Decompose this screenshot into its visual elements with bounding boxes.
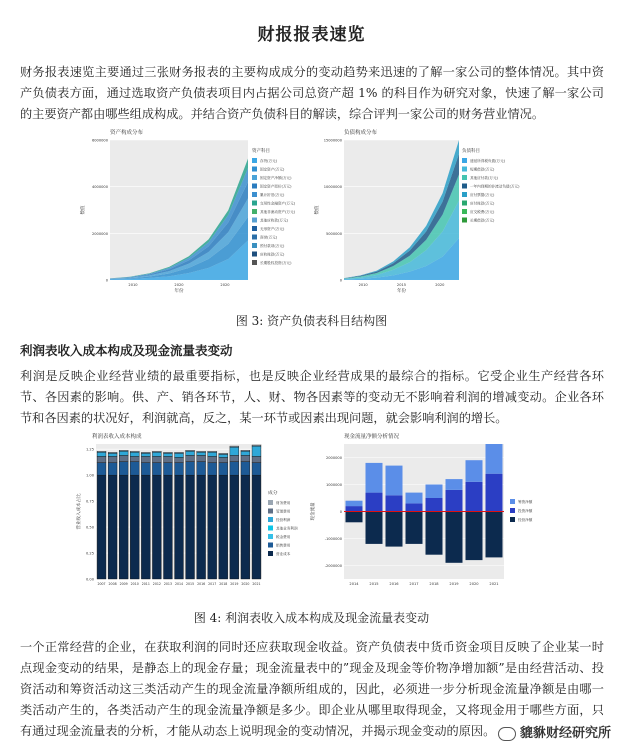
bar-segment — [346, 512, 363, 523]
bar-segment — [219, 475, 228, 579]
bar-segment — [197, 462, 206, 476]
bar-segment — [219, 458, 228, 463]
bar-segment — [197, 475, 206, 579]
bar-segment — [486, 444, 503, 474]
bar-segment — [164, 456, 173, 462]
section-heading: 利润表收入成本构成及现金流量表变动 — [20, 343, 233, 358]
bar-segment — [175, 458, 184, 463]
bar-segment — [119, 450, 128, 451]
legend-label: 短期借款(万元) — [470, 167, 495, 172]
bar-segment — [230, 475, 239, 579]
bar-segment — [97, 475, 106, 579]
x-tick-label: 2013 — [163, 582, 172, 586]
bar-segment — [175, 452, 184, 453]
y-tick-label: 0.25 — [85, 551, 94, 556]
legend-swatch — [462, 209, 467, 214]
legend-label: 存货(万元) — [260, 159, 278, 164]
legend-swatch — [252, 167, 257, 172]
bar-segment — [152, 475, 161, 579]
x-tick-label: 2015 — [186, 582, 195, 586]
bar-segment — [130, 456, 139, 461]
bar-segment — [186, 462, 195, 476]
legend-label: 无形资产(万元) — [260, 227, 285, 232]
y-tick-label: 0.50 — [85, 525, 94, 530]
bar-segment — [130, 475, 139, 579]
legend-label: 预付款项(万元) — [260, 244, 285, 249]
bar-segment — [208, 475, 217, 579]
legend-label: 经营净额 — [518, 518, 533, 523]
y-tick-label: 2000000 — [325, 456, 342, 460]
bar-segment — [466, 460, 483, 482]
legend-label: 经营利润 — [276, 518, 291, 523]
bar-segment — [108, 453, 117, 456]
x-axis-label: 年份 — [397, 289, 406, 294]
legend-label: 其他业务利润 — [276, 526, 298, 531]
legend-swatch — [462, 201, 467, 206]
fig3-charts — [0, 128, 623, 308]
legend-swatch — [252, 260, 257, 265]
bar-segment — [164, 452, 173, 453]
bar-segment — [446, 479, 463, 490]
legend-label: 其他非流动资产(万元) — [260, 210, 296, 215]
legend-label: 累计折旧(万元) — [260, 193, 285, 198]
bar-segment — [186, 475, 195, 579]
x-tick-label: 2011 — [141, 582, 150, 586]
y-tick-label: 10000000 — [323, 185, 342, 190]
bar-segment — [175, 463, 184, 475]
x-tick-label: 2020 — [241, 582, 250, 586]
bar-segment — [108, 456, 117, 462]
x-tick-label: 2017 — [208, 582, 217, 586]
y-tick-label: 0 — [105, 278, 108, 283]
bar-segment — [208, 456, 217, 462]
bar-segment — [130, 452, 139, 456]
bar-segment — [252, 445, 261, 446]
wechat-icon — [498, 727, 516, 741]
bar-segment — [108, 452, 117, 453]
legend-title: 资产科目 — [252, 149, 270, 154]
x-tick-label: 2019 — [449, 582, 459, 586]
bar-segment — [164, 453, 173, 456]
legend-swatch — [268, 509, 273, 514]
chart-title: 利润表收入成本构成 — [92, 434, 142, 440]
x-tick-label: 2015 — [369, 582, 379, 586]
legend-label: 长期借款(万元) — [470, 218, 495, 223]
bar-segment — [252, 446, 261, 456]
bar-segment — [208, 451, 217, 452]
bar-segment — [130, 462, 139, 476]
bar-segment — [426, 512, 443, 555]
legend-swatch — [252, 158, 257, 163]
bar-segment — [406, 493, 423, 504]
x-tick-label: 2014 — [349, 582, 359, 586]
legend-label: 其他应收款(万元) — [260, 218, 288, 223]
y-tick-label: 5000000 — [325, 231, 342, 236]
y-tick-label: 4000000 — [91, 185, 108, 190]
bar-segment — [230, 462, 239, 476]
x-tick-label: 2010 — [130, 582, 139, 586]
x-tick-label: 2020 — [174, 283, 184, 287]
bar-segment — [197, 451, 206, 452]
legend-swatch — [252, 243, 257, 248]
bar-segment — [141, 456, 150, 462]
cashflow-paragraph: 一个正常经营的企业，在获取利润的同时还应获取现金收益。资产负债表中货币资金项目反映了企业某一时点现金变动的结果，是静态上的现金存量；现金流量表中的”现金及现金等价物净增加额”是由经营活动、投资活动和筹资活动这三类活动产生的现金流量净额所组成的，因此，必须进一步分析现金流量净额是由哪一类活动产生的，各类活动产生的现金流量净额是多少。即企业从哪里取得现金，又将现金用于哪些方面，只有通过现金流量表的分析，才能从动态上说明现金的变动情况，并揭示现金变动的原因。 — [20, 640, 604, 738]
legend-label: 一年内到期的非流动负债(万元) — [470, 184, 520, 189]
bar-segment — [366, 493, 383, 512]
y-axis-label: 现金流量 — [311, 502, 316, 521]
legend-label: 商誉(万元) — [260, 235, 278, 240]
legend-swatch — [268, 543, 273, 548]
y-tick-label: 0 — [339, 510, 342, 514]
bar-segment — [366, 512, 383, 544]
y-axis-label: 数值 — [81, 205, 86, 215]
bar-segment — [252, 463, 261, 475]
legend-label: 财务费用 — [276, 501, 291, 506]
legend-swatch — [252, 226, 257, 231]
y-axis-label: 营业收入成本占比 — [77, 493, 82, 530]
chart-title: 现金流量净额分析情况 — [344, 434, 400, 440]
bar-segment — [426, 485, 443, 499]
profit-paragraph: 利润是反映企业经营业绩的最重要指标，也是反映企业经营成果的最综合的指标。它受企业生产经营各环节、各因素的影响。供、产、销各环节，人、财、物各因素等的变动无不影响着利润的增减变动。企业各环节和各因素的状况好，利润就高，反之，某一环节或因素出现问题，就会影响利润的增长。 — [20, 369, 604, 425]
bar-segment — [141, 452, 150, 453]
legend-swatch — [252, 184, 257, 189]
bar-segment — [466, 512, 483, 561]
bar-segment — [230, 447, 239, 455]
legend-swatch — [462, 192, 467, 197]
bar-segment — [197, 452, 206, 455]
legend-label: 销售费用 — [276, 543, 291, 548]
bar-segment — [230, 446, 239, 447]
legend-swatch — [252, 209, 257, 214]
bar-segment — [152, 456, 161, 462]
legend-label: 营业成本 — [276, 552, 291, 557]
bar-segment — [219, 454, 228, 457]
x-tick-label: 2012 — [152, 582, 161, 586]
legend-swatch — [252, 192, 257, 197]
legend-swatch — [252, 235, 257, 240]
legend-swatch — [462, 175, 467, 180]
fig4-caption: 图 4: 利润表收入成本构成及现金流量表变动 — [193, 611, 430, 625]
chart-title: 资产构成分布 — [110, 130, 144, 136]
fig4-charts — [0, 430, 623, 590]
y-tick-label: 1.25 — [85, 447, 94, 452]
y-tick-label: -2000000 — [324, 564, 342, 568]
bar-segment — [152, 463, 161, 475]
watermark-text: 貔貅财经研究所 — [519, 726, 611, 741]
fig3-caption: 图 3: 资产负债表科目结构图 — [235, 314, 388, 328]
bar-segment — [130, 451, 139, 452]
y-tick-label: 0.75 — [85, 499, 94, 504]
legend-label: 应付票据(万元) — [470, 193, 495, 198]
y-axis-label: 数值 — [315, 205, 320, 215]
legend-label: 投资净额 — [518, 509, 533, 514]
bar-segment — [164, 463, 173, 475]
bar-segment — [386, 466, 403, 496]
x-tick-label: 2020 — [435, 283, 445, 287]
bar-segment — [186, 451, 195, 455]
x-tick-label: 2016 — [389, 582, 399, 586]
bar-segment — [108, 463, 117, 475]
legend-swatch — [462, 167, 467, 172]
legend-label: 长期股权投资(万元) — [260, 261, 292, 266]
x-tick-label: 2008 — [108, 582, 117, 586]
x-tick-label: 2019 — [230, 582, 239, 586]
bar-segment — [386, 495, 403, 511]
bar-segment — [97, 456, 106, 462]
bar-segment — [241, 450, 250, 451]
bar-segment — [97, 463, 106, 475]
legend-swatch — [510, 499, 515, 504]
x-tick-label: 2018 — [429, 582, 439, 586]
bar-segment — [108, 475, 117, 579]
x-tick-label: 2010 — [358, 283, 368, 287]
bar-segment — [346, 501, 363, 506]
bar-segment — [175, 453, 184, 457]
bar-segment — [141, 475, 150, 579]
bar-segment — [197, 455, 206, 461]
x-tick-label: 2014 — [174, 582, 184, 586]
watermark — [498, 722, 611, 741]
legend-label: 税金费用 — [276, 535, 291, 540]
bar-segment — [241, 462, 250, 476]
legend-swatch — [268, 551, 273, 556]
legend-title: 成分 — [268, 491, 278, 496]
legend-label: 交易性金融资产(万元) — [260, 201, 296, 206]
legend-label: 其他应付款(万元) — [470, 176, 498, 181]
legend-label: 应收账款(万元) — [260, 252, 285, 257]
intro-paragraph: 财务报表速览主要通过三张财务报表的主要构成成分的变动趋势来迅速的了解一家公司的整体情况。其中资产负债表方面，通过选取资产负债表项目内占据公司总资产超 1% 的科目作为研究对象，快速了解一家公司的主要资产都由哪些组成构成。并结合资产负债科目的解读，综合评判一家公司的财务营业情况。 — [20, 65, 604, 121]
legend-label: 应付账款(万元) — [470, 201, 495, 206]
chart-title: 负债构成分布 — [344, 130, 378, 136]
x-tick-label: 2020 — [220, 283, 230, 287]
legend-label: 固定资产净额(万元) — [260, 176, 292, 181]
x-tick-label: 2017 — [409, 582, 419, 586]
legend-swatch — [462, 184, 467, 189]
x-tick-label: 2020 — [469, 582, 479, 586]
bar-segment — [119, 455, 128, 461]
bar-segment — [426, 498, 443, 512]
legend-label: 固定资产原价(万元) — [260, 184, 292, 189]
bar-segment — [186, 450, 195, 451]
legend-swatch — [268, 500, 273, 505]
y-tick-label: 1.00 — [85, 473, 94, 478]
x-tick-label: 2010 — [128, 283, 138, 287]
y-tick-label: 0.00 — [85, 577, 94, 582]
bar-segment — [186, 455, 195, 461]
legend-swatch — [268, 517, 273, 522]
bar-segment — [219, 463, 228, 475]
bar-segment — [119, 475, 128, 579]
bar-segment — [241, 475, 250, 579]
page-title: 财报报表速览 — [257, 25, 366, 45]
bar-segment — [119, 451, 128, 455]
bar-segment — [241, 451, 250, 455]
bar-segment — [241, 455, 250, 461]
legend-swatch — [252, 218, 257, 223]
legend-swatch — [462, 158, 467, 163]
bar-segment — [366, 463, 383, 493]
x-axis-label: 年份 — [174, 289, 184, 294]
bar-segment — [141, 463, 150, 475]
x-tick-label: 2007 — [97, 582, 106, 586]
legend-label: 管理费用 — [276, 509, 291, 514]
legend-swatch — [252, 175, 257, 180]
x-tick-label: 2018 — [219, 582, 228, 586]
legend-swatch — [268, 534, 273, 539]
bar-segment — [175, 475, 184, 579]
bar-segment — [406, 512, 423, 544]
bar-segment — [230, 455, 239, 461]
x-tick-label: 2016 — [197, 582, 206, 586]
bar-segment — [406, 503, 423, 511]
bar-segment — [208, 463, 217, 475]
legend-swatch — [252, 201, 257, 206]
legend-swatch — [462, 218, 467, 223]
legend-swatch — [510, 517, 515, 522]
bar-segment — [252, 475, 261, 579]
y-tick-label: 15000000 — [323, 138, 342, 143]
legend-label: 固定资产(万元) — [260, 167, 285, 172]
bar-segment — [152, 451, 161, 452]
bar-segment — [252, 456, 261, 462]
bar-segment — [141, 453, 150, 456]
x-tick-label: 2009 — [119, 582, 128, 586]
bar-segment — [446, 490, 463, 512]
x-tick-label: 2021 — [489, 582, 499, 586]
bar-segment — [119, 462, 128, 476]
bar-segment — [164, 475, 173, 579]
legend-swatch — [510, 508, 515, 513]
bar-segment — [386, 512, 403, 547]
y-tick-label: 2000000 — [91, 231, 108, 236]
bar-segment — [486, 474, 503, 512]
x-tick-label: 2021 — [252, 582, 261, 586]
legend-title: 负债科目 — [462, 149, 480, 154]
legend-label: 筹资净额 — [518, 500, 533, 505]
bar-segment — [219, 453, 228, 454]
y-tick-label: 0 — [339, 278, 342, 283]
bar-segment — [97, 452, 106, 456]
legend-label: 递延所得税负债(万元) — [470, 159, 506, 164]
bar-segment — [97, 451, 106, 452]
legend-swatch — [268, 526, 273, 531]
bar-segment — [486, 512, 503, 558]
y-tick-label: 1000000 — [325, 483, 342, 487]
legend-swatch — [252, 252, 257, 257]
legend-label: 应交税费(万元) — [470, 210, 495, 215]
x-tick-label: 2015 — [396, 283, 407, 287]
bar-segment — [346, 506, 363, 511]
y-tick-label: 6000000 — [91, 138, 108, 143]
bar-segment — [466, 482, 483, 512]
bar-segment — [152, 452, 161, 456]
bar-segment — [446, 512, 463, 563]
bar-segment — [208, 452, 217, 456]
y-tick-label: -1000000 — [324, 537, 342, 541]
